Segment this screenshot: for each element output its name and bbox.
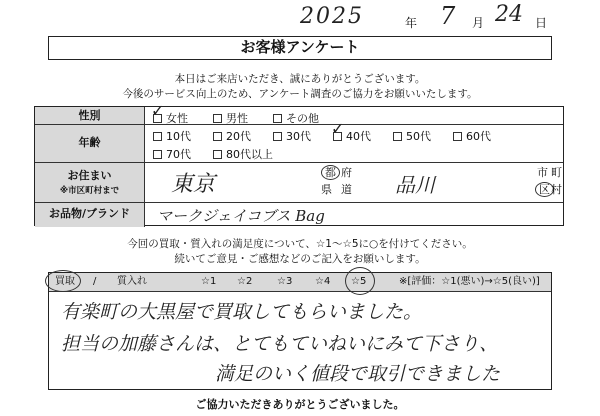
- age-option-20s[interactable]: [213, 128, 251, 144]
- checkbox-icon: [273, 132, 282, 141]
- date-month-suffix: 月: [472, 16, 485, 30]
- suffix-to: [321, 166, 340, 179]
- gender-option-male[interactable]: [213, 110, 248, 126]
- date-year: 2025: [300, 4, 364, 29]
- suffix-ken: 県: [321, 183, 332, 196]
- suffix-circled: 区: [535, 182, 554, 197]
- age-label: 年齢: [35, 125, 145, 162]
- comment-box: [48, 272, 552, 390]
- gender-option-label: 男性: [226, 112, 248, 125]
- address-fields: [145, 163, 563, 202]
- gender-option-female[interactable]: [151, 101, 188, 126]
- gender-row: [35, 101, 563, 125]
- comment-line-2[interactable]: 担当の加藤さんは、とてもていねいにみて下さり、: [61, 333, 499, 355]
- checkmark-icon: ✓: [151, 101, 165, 120]
- age-row: [35, 119, 563, 163]
- age-option-30s[interactable]: [273, 128, 311, 144]
- gender-option-label: 女性: [166, 112, 188, 125]
- date-row: [290, 2, 550, 34]
- suffix-machi: 町: [551, 166, 562, 179]
- type-pawn-label[interactable]: 質入れ: [117, 276, 147, 287]
- age-option-60s[interactable]: [453, 128, 491, 144]
- item-row: [35, 203, 563, 227]
- address-sublabel: ※市区町村まで: [59, 186, 120, 196]
- gender-label: 性別: [35, 107, 145, 124]
- age-option-80plus[interactable]: [213, 146, 273, 162]
- intro-line-1: 本日はご来店いただき、誠にありがとうございます。: [174, 73, 426, 85]
- checkbox-icon: [453, 132, 462, 141]
- gender-option-label: その他: [286, 112, 319, 125]
- comment-line-3[interactable]: 満足のいく値段で取引できました: [215, 363, 501, 385]
- checkbox-icon: [153, 150, 162, 159]
- comment-line-1[interactable]: 有楽町の大黒屋で買取してもらいました。: [61, 301, 423, 323]
- item-field: [145, 203, 563, 227]
- age-option-label: 20代: [226, 130, 251, 143]
- checkbox-icon: [273, 114, 282, 123]
- address-head: [35, 163, 145, 202]
- satisfaction-instruction-1: 今回の買取・質入れの満足度について、☆1〜☆5に○を付けてください。: [127, 238, 473, 250]
- star-2[interactable]: ☆2: [237, 276, 253, 287]
- item-label: お品物/ブランド: [35, 203, 145, 227]
- age-option-label: 80代以上: [226, 148, 273, 161]
- checkbox-icon: [153, 132, 162, 141]
- address-row: [35, 163, 563, 203]
- age-option-label: 60代: [466, 130, 491, 143]
- age-option-label: 30代: [286, 130, 311, 143]
- age-option-label: 50代: [406, 130, 431, 143]
- gender-option-other[interactable]: [273, 110, 319, 126]
- age-option-10s[interactable]: [153, 128, 191, 144]
- star-1[interactable]: ☆1: [201, 276, 217, 287]
- type-separator: /: [93, 276, 97, 287]
- age-option-40s[interactable]: [331, 119, 371, 144]
- suffix-do: 道: [341, 183, 352, 196]
- city-handwritten[interactable]: 品川: [395, 173, 435, 197]
- date-day-suffix: 日: [535, 16, 548, 30]
- date-year-suffix: 年: [405, 16, 418, 30]
- age-option-label: 70代: [166, 148, 191, 161]
- intro-line-2: 今後のサービス向上のため、アンケート調査のご協力をお願いいたします。: [122, 88, 478, 100]
- star-5[interactable]: ☆5: [351, 276, 367, 287]
- age-option-70s[interactable]: [153, 146, 191, 162]
- date-day: 24: [495, 2, 523, 27]
- date-month: 7: [440, 2, 456, 30]
- star-4[interactable]: ☆4: [315, 276, 331, 287]
- type-buy-label[interactable]: 買取: [55, 276, 75, 287]
- suffix-circled: 都: [321, 165, 340, 180]
- checkbox-icon: [213, 114, 222, 123]
- survey-table: [34, 101, 564, 226]
- footer-thanks: ご協力いただきありがとうございました。: [195, 398, 405, 411]
- checkbox-icon: [213, 150, 222, 159]
- age-option-label: 10代: [166, 130, 191, 143]
- age-option-label: 40代: [346, 130, 371, 143]
- checkbox-icon: [213, 132, 222, 141]
- prefecture-handwritten[interactable]: 東京: [171, 172, 216, 197]
- checkbox-icon: [393, 132, 402, 141]
- rating-scale-note: ※[評価：☆1(悪い)→☆5(良い)]: [399, 276, 540, 287]
- gender-options: [145, 101, 563, 125]
- suffix-fu: 府: [341, 166, 352, 179]
- item-handwritten[interactable]: マークジェイコブス Bag: [157, 207, 325, 225]
- satisfaction-header: [49, 273, 551, 292]
- suffix-shi: 市: [537, 166, 548, 179]
- suffix-son: 村: [551, 183, 562, 196]
- age-options: [145, 119, 563, 162]
- address-label: お住まい: [67, 169, 112, 182]
- satisfaction-instruction-2: 続いてご意見・ご感想などのご記入をお願いします。: [174, 253, 426, 265]
- page-title: お客様アンケート: [48, 36, 552, 60]
- checkmark-icon: ✓: [331, 119, 345, 138]
- age-option-50s[interactable]: [393, 128, 431, 144]
- star-3[interactable]: ☆3: [277, 276, 293, 287]
